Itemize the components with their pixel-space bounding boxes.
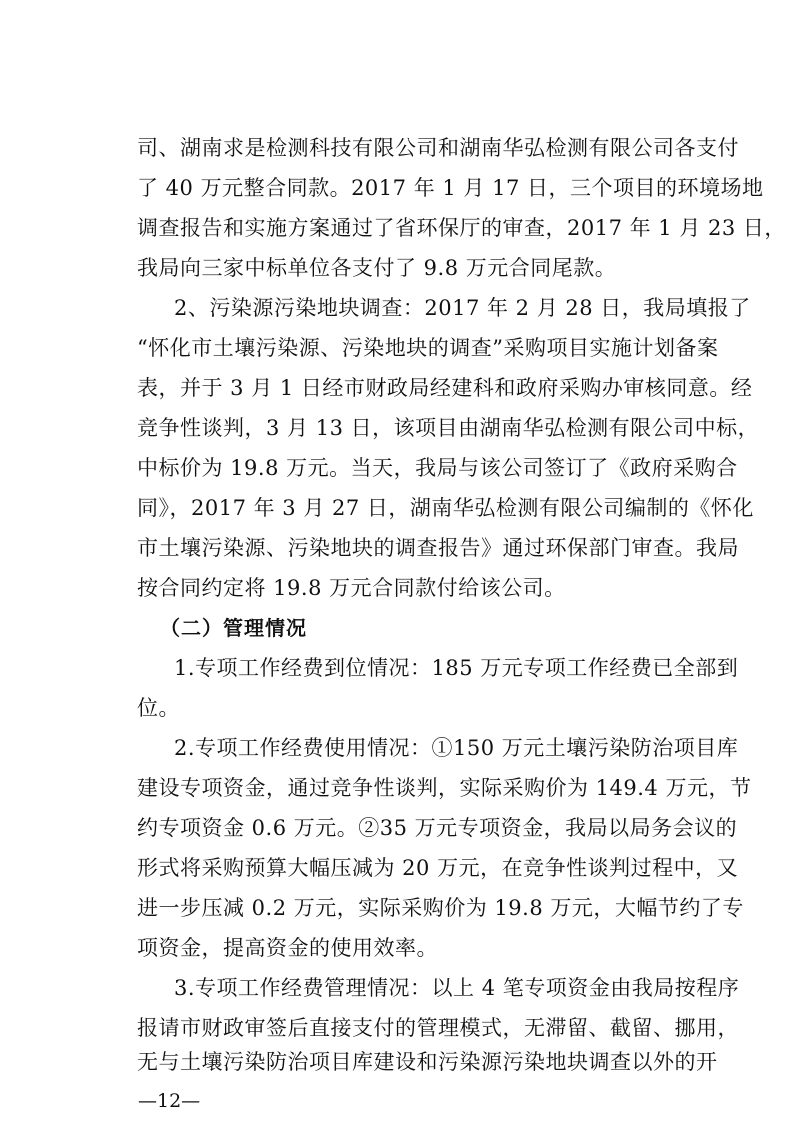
paragraph-line: 2、污染源污染地块调查：2017 年 2 月 28 日，我局填报了 <box>174 296 751 320</box>
paragraph-line: 调查报告和实施方案通过了省环保厅的审查，2017 年 1 月 23 日， <box>137 216 786 240</box>
paragraph-line: 表，并于 3 月 1 日经市财政局经建科和政府采购办审核同意。经 <box>137 376 753 400</box>
paragraph-line: 了 40 万元整合同款。2017 年 1 月 17 日，三个项目的环境场地 <box>137 176 764 200</box>
paragraph-line: 建设专项资金，通过竞争性谈判，实际采购价为 149.4 万元，节 <box>137 776 752 800</box>
paragraph-line: 无与土壤污染防治项目库建设和污染源污染地块调查以外的开 <box>137 1050 718 1074</box>
page-number: —12— <box>138 1090 201 1112</box>
paragraph-line: 司、湖南求是检测科技有限公司和湖南华弘检测有限公司各支付 <box>137 136 739 160</box>
section-heading: （二）管理情况 <box>160 616 307 640</box>
paragraph-line: 我局向三家中标单位各支付了 9.8 万元合同尾款。 <box>137 256 617 280</box>
paragraph-line: 2.专项工作经费使用情况：①150 万元土壤污染防治项目库 <box>174 736 739 760</box>
paragraph-line: 市土壤污染源、污染地块的调查报告》通过环保部门审查。我局 <box>137 536 739 560</box>
paragraph-line: 报请市财政审签后直接支付的管理模式，无滞留、截留、挪用， <box>137 1016 739 1040</box>
paragraph-line: 中标价为 19.8 万元。当天，我局与该公司签订了《政府采购合 <box>137 456 738 480</box>
paragraph-line: 进一步压减 0.2 万元，实际采购价为 19.8 万元，大幅节约了专 <box>137 896 744 920</box>
paragraph-line: 项资金，提高资金的使用效率。 <box>137 936 438 960</box>
paragraph-line: 按合同约定将 19.8 万元合同款付给该公司。 <box>137 576 566 600</box>
paragraph-line: 1.专项工作经费到位情况：185 万元专项工作经费已全部到 <box>174 656 739 680</box>
paragraph-line: 同》，2017 年 3 月 27 日，湖南华弘检测有限公司编制的《怀化 <box>137 496 754 520</box>
paragraph-line: 竞争性谈判，3 月 13 日，该项目由湖南华弘检测有限公司中标， <box>137 416 760 440</box>
paragraph-line: 位。 <box>137 696 180 720</box>
paragraph-line: 形式将采购预算大幅压减为 20 万元，在竞争性谈判过程中，又 <box>137 856 739 880</box>
paragraph-line: “怀化市土壤污染源、污染地块的调查”采购项目实施计划备案 <box>137 336 719 360</box>
paragraph-line: 3.专项工作经费管理情况：以上 4 笔专项资金由我局按程序 <box>174 976 740 1000</box>
paragraph-line: 约专项资金 0.6 万元。②35 万元专项资金，我局以局务会议的 <box>137 816 738 840</box>
